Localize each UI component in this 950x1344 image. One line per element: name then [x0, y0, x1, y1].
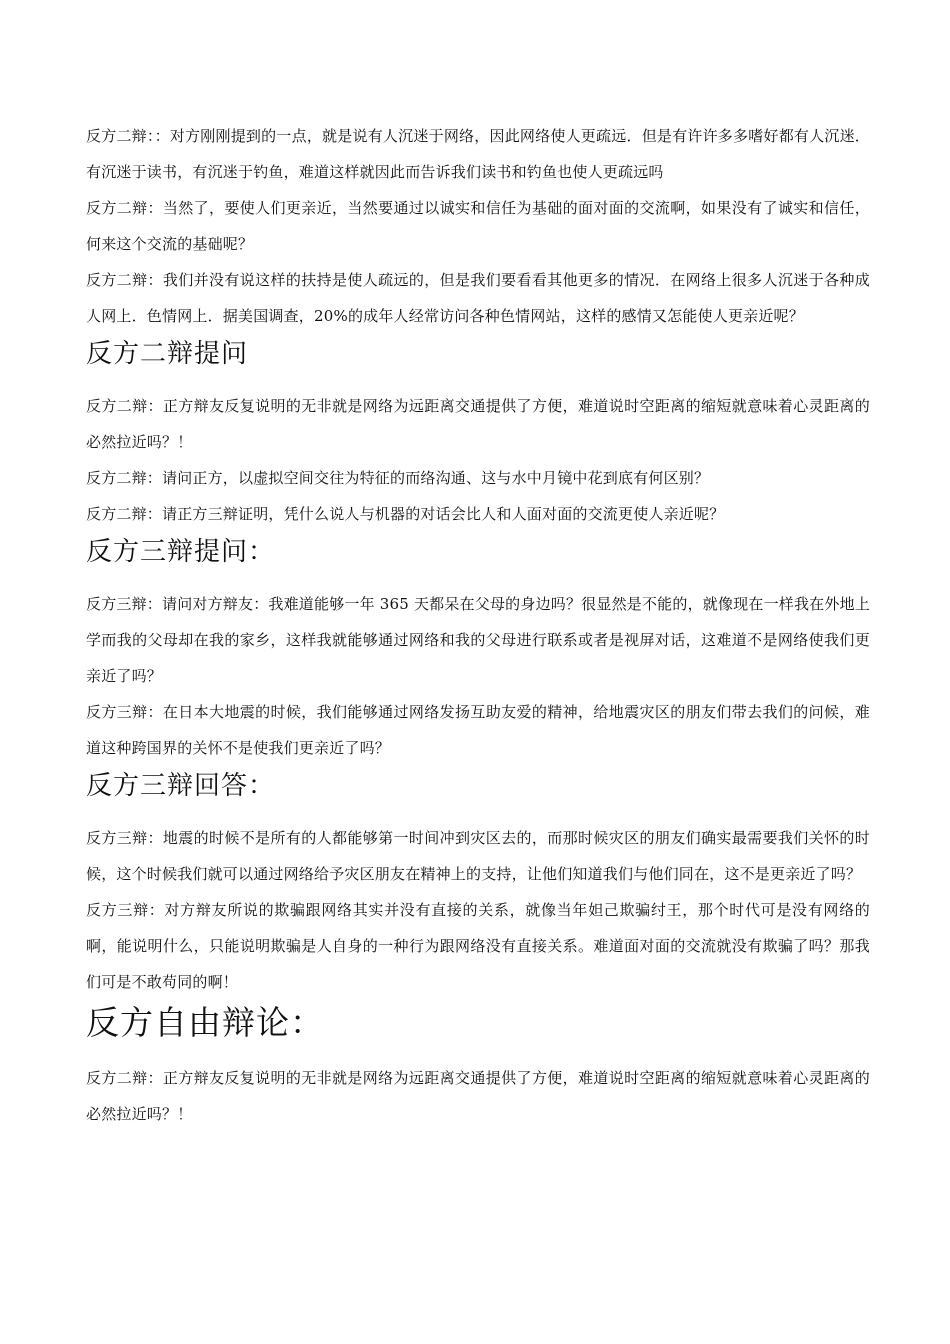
spacer	[86, 374, 870, 388]
paragraph: 反方二辩：：对方刚刚提到的一点，就是说有人沉迷于网络，因此网络使人更疏远．但是有许许多多嗜好都有人沉迷．有沉迷于读书，有沉迷于钓鱼，难道这样就因此而告诉我们读书和钓鱼也使人更疏远吗	[86, 127, 870, 181]
paragraph: 反方二辩：请正方三辩证明，凭什么说人与机器的对话会比人和人面对面的交流更使人亲近呢？	[86, 505, 725, 523]
section-heading: 反方自由辩论：	[86, 1003, 324, 1042]
section-heading: 反方三辩回答：	[86, 771, 276, 801]
spacer	[86, 806, 870, 820]
paragraph: 反方二辩：正方辩友反复说明的无非就是网络为远距离交通提供了方便，难道说时空距离的缩短就意味着心灵距离的必然拉近吗？！	[86, 397, 870, 451]
paragraph: 反方三辩：对方辩友所说的欺骗跟网络其实并没有直接的关系，就像当年妲己欺骗纣王，那个时代可是没有网络的啊，能说明什么，只能说明欺骗是人自身的一种行为跟网络没有直接关系。难道面对面的交流就没有欺骗了吗？那我们可是不敢苟同的啊！	[86, 901, 870, 991]
document-page	[86, 118, 870, 1132]
paragraph: 反方二辩：请问正方，以虚拟空间交往为特征的而络沟通、这与水中月镜中花到底有何区别？	[86, 469, 710, 487]
section-heading: 反方三辩提问：	[86, 537, 276, 567]
paragraph: 反方三辩：请问对方辩友：我难道能够一年 365 天都呆在父母的身边吗？很显然是不能的，就像现在一样我在外地上学而我的父母却在我的家乡，这样我就能够通过网络和我的父母进行联系或者是视屏对话，这难道不是网络使我们更亲近了吗？	[86, 595, 870, 685]
section-heading: 反方二辩提问	[86, 339, 249, 369]
paragraph: 反方二辩：我们并没有说这样的扶持是使人疏远的，但是我们要看看其他更多的情况．在网络上很多人沉迷于各种成人网上．色情网上．据美国调查，20%的成年人经常访问各种色情网站，这样的感情又怎能使人更亲近呢？	[86, 271, 870, 325]
paragraph: 反方二辩：正方辩友反复说明的无非就是网络为远距离交通提供了方便，难道说时空距离的缩短就意味着心灵距离的必然拉近吗？！	[86, 1069, 870, 1123]
paragraph: 反方二辩：当然了，要使人们更亲近，当然要通过以诚实和信任为基础的面对面的交流啊，如果没有了诚实和信任，何来这个交流的基础呢？	[86, 199, 870, 253]
spacer	[86, 572, 870, 586]
paragraph: 反方三辩：在日本大地震的时候，我们能够通过网络发扬互助友爱的精神，给地震灾区的朋友们带去我们的问候，难道这种跨国界的关怀不是使我们更亲近了吗？	[86, 703, 870, 757]
spacer	[86, 1046, 870, 1060]
paragraph: 反方三辩：地震的时候不是所有的人都能够第一时间冲到灾区去的，而那时候灾区的朋友们确实最需要我们关怀的时候，这个时候我们就可以通过网络给予灾区朋友在精神上的支持，让他们知道我们与他们同在，这不是更亲近了吗？	[86, 829, 870, 883]
